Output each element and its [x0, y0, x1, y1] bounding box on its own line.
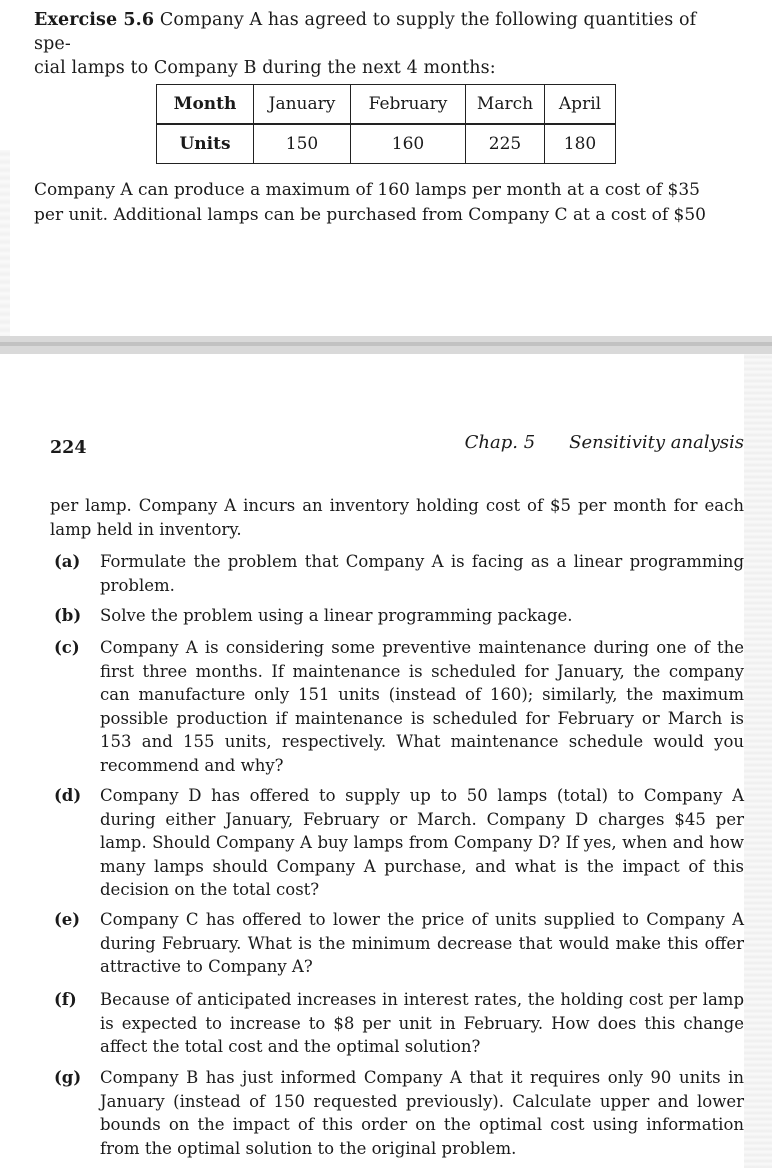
production-line2: per unit. Additional lamps can be purchased from Company C at a cost of $50: [34, 205, 706, 225]
table-cell-month: January: [254, 85, 351, 125]
table-row: [157, 124, 616, 164]
continuation-paragraph: per lamp. Company A incurs an inventory holding cost of $5 per month for each lamp held in inventory.: [50, 496, 744, 539]
table-cell-month: March: [466, 85, 545, 125]
item-text: Company C has offered to lower the price of units supplied to Company A during February. What is the minimum decrease that would make this offer attractive to Company A?: [100, 910, 744, 976]
item-label: (d): [54, 786, 82, 805]
section-title: Sensitivity analysis: [569, 432, 744, 453]
scan-edge-left: [0, 150, 10, 340]
item-label: (g): [54, 1068, 82, 1087]
item-text: Company D has offered to supply up to 50 lamps (total) to Company A during either January, February or March. Company D charges $45 per lamp. Should Company A buy lamps from Company D? If yes, when and how many lamps should Company A purchase, and what is the impact of this decision on the total cost?: [100, 786, 744, 899]
item-label: (a): [54, 552, 81, 571]
table-cell-units: 225: [466, 124, 545, 164]
exercise-intro-line1: Company A has agreed to supply the following quantities of spe-: [34, 10, 697, 54]
item-text: Formulate the problem that Company A is facing as a linear programming problem.: [100, 552, 744, 595]
table-row: [157, 85, 616, 125]
item-text: Because of anticipated increases in interest rates, the holding cost per lamp is expected to increase to $8 per unit in February. How does this change affect the total cost and the optimal solution?: [100, 990, 744, 1056]
table-header-units: Units: [157, 124, 254, 164]
exercise-intro-line2: cial lamps to Company B during the next 4 months:: [34, 58, 496, 78]
item-label: (b): [54, 606, 82, 625]
table-cell-units: 160: [351, 124, 466, 164]
exercise-intro: [34, 8, 734, 80]
item-label: (c): [54, 638, 80, 657]
table-cell-month: April: [545, 85, 616, 125]
running-head: [465, 432, 744, 453]
production-line1: Company A can produce a maximum of 160 lamps per month at a cost of $35: [34, 180, 700, 200]
table-cell-month: February: [351, 85, 466, 125]
item-label: (f): [54, 990, 77, 1009]
table-header-month: Month: [157, 85, 254, 125]
page-gap: [0, 336, 772, 354]
page-number: 224: [50, 438, 87, 458]
exercise-label: Exercise 5.6: [34, 10, 155, 30]
production-paragraph: [34, 178, 738, 228]
item-text: Company B has just informed Company A that it requires only 90 units in January (instead of 150 requested previously). Calculate upper and lower bounds on the impact of this order on the optimal cost using information from the optimal solution to the original problem.: [100, 1068, 744, 1158]
item-text: Solve the problem using a linear programming package.: [100, 606, 573, 625]
scan-edge-right: [744, 354, 772, 1168]
demand-table: [156, 84, 616, 164]
table-cell-units: 180: [545, 124, 616, 164]
chapter-label: Chap. 5: [464, 432, 536, 453]
item-label: (e): [54, 910, 81, 929]
table-cell-units: 150: [254, 124, 351, 164]
item-text: Company A is considering some preventive maintenance during one of the first three months. If maintenance is scheduled for January, the company can manufacture only 151 units (instead of 160); similarly, the maximum possible production if maintenance is scheduled for February or March is 153 and 155 units, respectively. What maintenance schedule would you recommend and why?: [100, 638, 744, 775]
